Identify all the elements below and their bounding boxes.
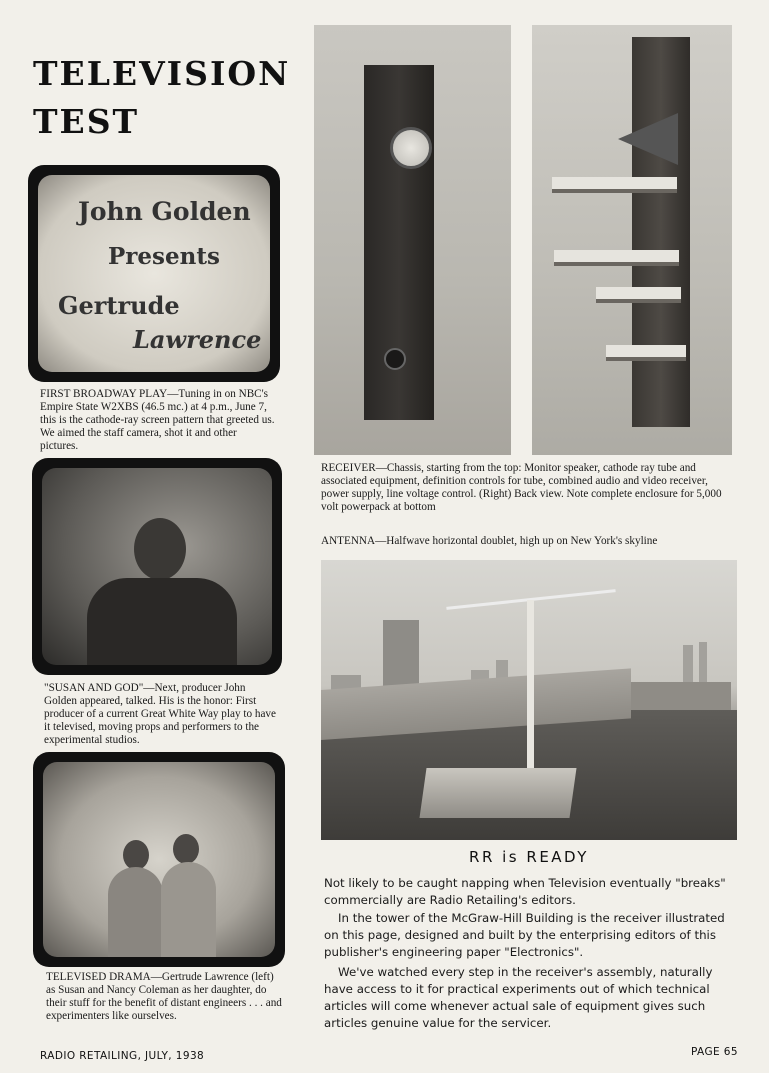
- page-title: [33, 50, 303, 146]
- footer-page-number: PAGE 65: [691, 1046, 738, 1058]
- figure-head: [134, 518, 186, 580]
- tv-screen-photo-john-golden: [32, 458, 282, 675]
- figure-body: [87, 578, 237, 665]
- title-line-2: TEST: [33, 102, 140, 141]
- cathode-ray-screen: [42, 468, 272, 665]
- screen-text-presents: Presents: [108, 243, 220, 270]
- caption-receiver: RECEIVER—Chassis, starting from the top: Monitor speaker, cathode ray tube and associated equipment, definition controls for tube, combined audio and video receiver, power supply, line voltage control. (Right) Back view. Note complete enclosure for 5,000 volt powerpack at bottom: [321, 462, 722, 513]
- caption-antenna: ANTENNA—Halfwave horizontal doublet, high up on New York's skyline: [321, 535, 658, 547]
- screen-text-lawrence: Lawrence: [133, 325, 262, 354]
- footer-publication: RADIO RETAILING, JULY, 1938: [40, 1050, 205, 1062]
- chassis-shelf: [554, 250, 679, 266]
- receiver-back-photo: [532, 25, 732, 455]
- caption-televised-drama: TELEVISED DRAMA—Gertrude Lawrence (left) as Susan and Nancy Coleman as her daughter, do their stuff for the benefit of distant engineers . . . and experimenters like ourselves.: [46, 971, 282, 1022]
- cathode-ray-screen: [43, 762, 275, 957]
- cathode-ray-tube-window: [390, 127, 432, 169]
- cathode-ray-screen: [38, 175, 270, 372]
- antenna-mast: [527, 600, 534, 775]
- receiver-front-photo: [314, 25, 511, 455]
- tv-screen-photo-drama: [33, 752, 285, 967]
- caption-first-broadway-play: FIRST BROADWAY PLAY—Tuning in on NBC's Empire State W2XBS (46.5 mc.) at 4 p.m., June 7, this is the cathode-ray screen pattern that greeted us. We aimed the staff camera, shot it and other pictures.: [40, 388, 275, 452]
- receiver-frame: [632, 37, 690, 427]
- chassis-shelf: [596, 287, 681, 303]
- antenna-base: [419, 768, 576, 818]
- chassis-shelf: [552, 177, 677, 193]
- title-line-1: TELEVISION: [33, 54, 291, 93]
- figure-head: [123, 840, 149, 870]
- article-paragraph-3: We've watched every step in the receiver's assembly, naturally have access to it for practical experiments out of which technical articles will come whenever actual sale of equipment gives such articles genuine value for the servicer.: [324, 965, 713, 1030]
- article-heading: RR is READY: [469, 848, 589, 866]
- caption-susan-and-god: "SUSAN AND GOD"—Next, producer John Golden appeared, talked. His is the honor: First producer of a current Great White Way play to have it televised, moving props and performers to the experimental studios.: [44, 682, 276, 746]
- figure-body: [108, 867, 163, 957]
- figure-head: [173, 834, 199, 864]
- rooftop-structure: [631, 682, 731, 710]
- article-paragraph-2: In the tower of the McGraw-Hill Building is the receiver illustrated on this page, designed and built by the enterprising editors of this publisher's engineering paper "Electronics".: [324, 911, 725, 959]
- article-paragraph-1: Not likely to be caught napping when Television eventually "breaks" commercially are Radio Retailing's editors.: [324, 876, 726, 907]
- chassis-shelf: [606, 345, 686, 361]
- antenna-rooftop-photo: [321, 560, 737, 840]
- screen-text-john-golden: John Golden: [78, 197, 251, 226]
- figure-body: [161, 862, 216, 957]
- control-knob: [384, 348, 406, 370]
- screen-text-gertrude: Gertrude: [58, 291, 180, 320]
- tv-screen-photo-title-card: [28, 165, 280, 382]
- cathode-ray-tube: [618, 113, 678, 165]
